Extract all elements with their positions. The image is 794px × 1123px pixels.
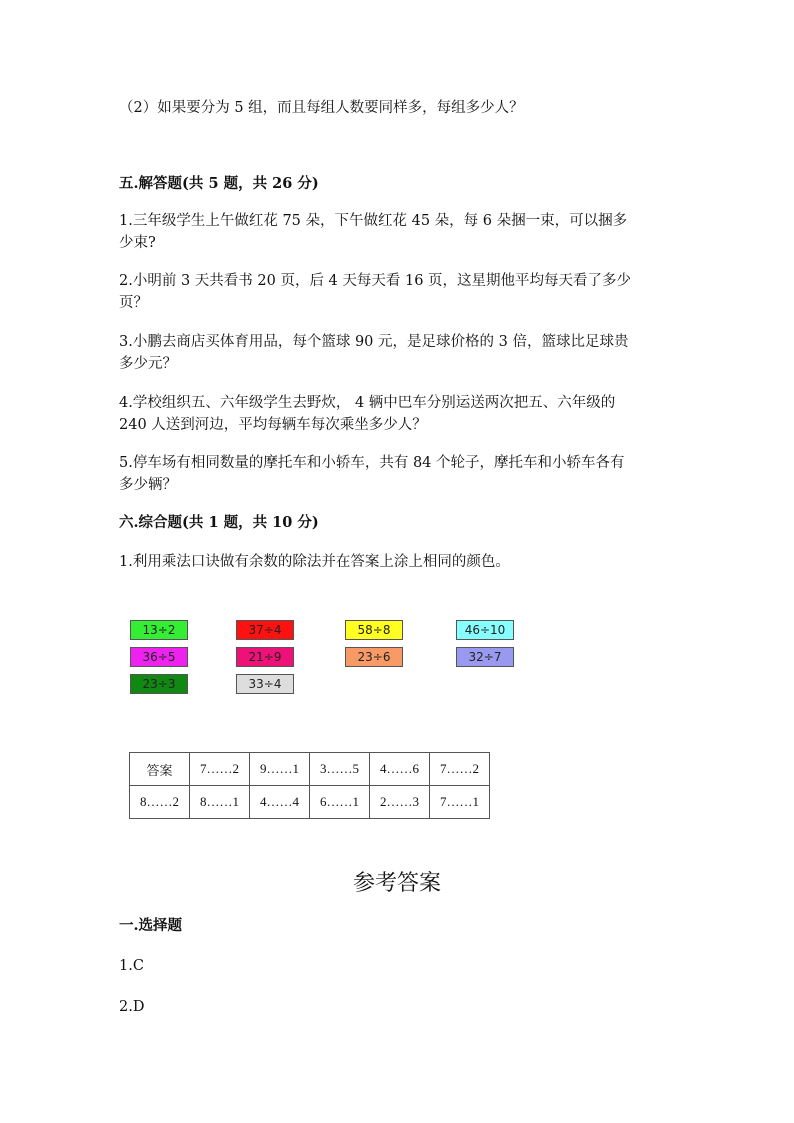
question-line: 2.小明前 3 天共看书 20 页，后 4 天每天看 16 页，这星期他平均每天看了多少 bbox=[119, 273, 632, 289]
question-line: 1.三年级学生上午做红花 75 朵，下午做红花 45 朵，每 6 朵捆一束，可以捆多 bbox=[119, 213, 628, 229]
division-box[interactable]: 58÷8 bbox=[345, 620, 403, 640]
table-row bbox=[130, 786, 490, 819]
question-item bbox=[119, 270, 679, 314]
section-heading: 六.综合题(共 1 题，共 10 分) bbox=[119, 514, 319, 531]
question-line: 4.学校组织五、六年级学生去野炊， 4 辆中巴车分别运送两次把五、六年级的 bbox=[119, 395, 616, 411]
division-box[interactable]: 23÷3 bbox=[130, 674, 188, 694]
answer-item: 1.C bbox=[119, 958, 144, 974]
division-box[interactable]: 21÷9 bbox=[236, 647, 294, 667]
table-cell[interactable]: 3……5 bbox=[310, 753, 370, 786]
sub-question: （2）如果要分为 5 组，而且每组人数要同样多，每组多少人？ bbox=[119, 100, 524, 116]
division-box[interactable]: 46÷10 bbox=[456, 620, 514, 640]
division-box[interactable]: 33÷4 bbox=[236, 674, 294, 694]
answer-item: 2.D bbox=[119, 999, 145, 1015]
question-line: 240 人送到河边，平均每辆车每次乘坐多少人？ bbox=[119, 417, 427, 433]
table-cell[interactable]: 6……1 bbox=[310, 786, 370, 819]
question-item bbox=[119, 210, 679, 254]
division-box[interactable]: 13÷2 bbox=[130, 620, 188, 640]
question-item bbox=[119, 452, 679, 496]
question-line: 1.利用乘法口诀做有余数的除法并在答案上涂上相同的颜色。 bbox=[119, 554, 510, 570]
table-cell[interactable]: 4……4 bbox=[250, 786, 310, 819]
table-cell: 答案 bbox=[130, 753, 190, 786]
question-line: 5.停车场有相同数量的摩托车和小轿车，共有 84 个轮子，摩托车和小轿车各有 bbox=[119, 455, 625, 471]
answers-title: 参考答案 bbox=[352, 871, 441, 896]
answer-table bbox=[129, 752, 490, 819]
question-item bbox=[119, 392, 679, 436]
division-box[interactable]: 37÷4 bbox=[236, 620, 294, 640]
table-row bbox=[130, 753, 490, 786]
section-heading: 五.解答题(共 5 题，共 26 分) bbox=[119, 175, 319, 192]
table-cell[interactable]: 4……6 bbox=[370, 753, 430, 786]
table-cell[interactable]: 8……2 bbox=[130, 786, 190, 819]
table-cell[interactable]: 7……2 bbox=[430, 753, 490, 786]
question-line: 多少辆？ bbox=[119, 477, 177, 493]
question-line: 多少元？ bbox=[119, 356, 177, 372]
question-line: 3.小鹏去商店买体育用品，每个篮球 90 元，是足球价格的 3 倍，篮球比足球贵 bbox=[119, 334, 629, 350]
division-box[interactable]: 36÷5 bbox=[130, 647, 188, 667]
table-cell[interactable]: 2……3 bbox=[370, 786, 430, 819]
table-cell[interactable]: 8……1 bbox=[190, 786, 250, 819]
division-box[interactable]: 23÷6 bbox=[345, 647, 403, 667]
question-line: 页？ bbox=[119, 295, 148, 311]
table-cell[interactable]: 9……1 bbox=[250, 753, 310, 786]
question-line: 少束? bbox=[119, 235, 156, 251]
table-cell[interactable]: 7……1 bbox=[430, 786, 490, 819]
division-box[interactable]: 32÷7 bbox=[456, 647, 514, 667]
table-cell[interactable]: 7……2 bbox=[190, 753, 250, 786]
section-heading: 一.选择题 bbox=[119, 917, 183, 934]
question-item bbox=[119, 331, 679, 375]
